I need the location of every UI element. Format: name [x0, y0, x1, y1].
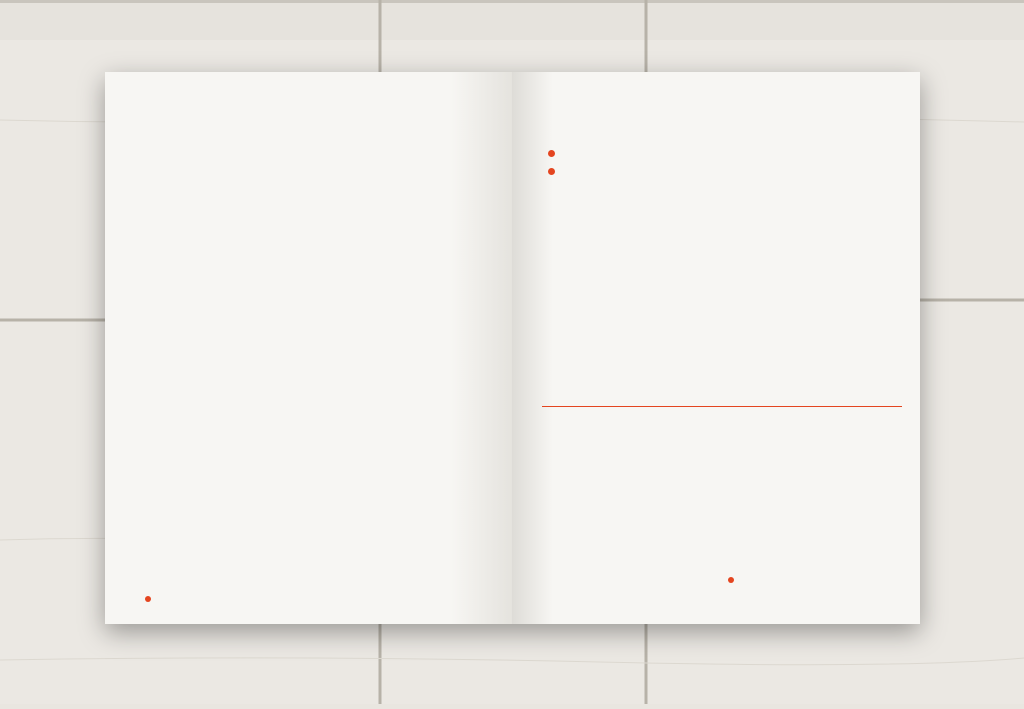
right-page: [512, 72, 920, 624]
link-copy-paste[interactable]: [548, 168, 560, 175]
left-page: [105, 72, 512, 624]
link-rethinking-classroom[interactable]: [548, 150, 560, 157]
link-dot-icon: [728, 577, 734, 583]
watermark-text: [982, 328, 1002, 508]
education-bar-chart: [542, 212, 912, 382]
link-dot-icon: [548, 168, 555, 175]
link-dot-icon: [548, 150, 555, 157]
magazine-spread: [105, 72, 920, 624]
nobel-dot-matrix: [548, 420, 723, 580]
side-link[interactable]: [145, 592, 151, 602]
link-history-mankind[interactable]: [728, 577, 739, 583]
section-divider: [542, 406, 902, 407]
link-dot-icon: [145, 596, 151, 602]
poverty-arc-diagram: [105, 72, 512, 624]
